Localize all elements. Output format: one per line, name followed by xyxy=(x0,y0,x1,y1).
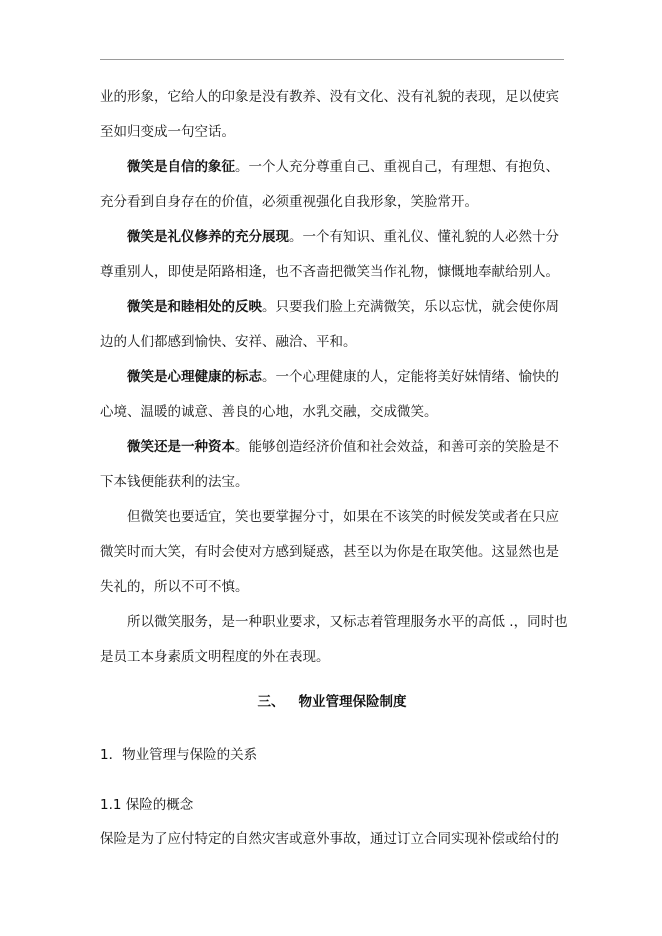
bold-lead: 微笑是和睦相处的反映 xyxy=(127,299,262,315)
paragraph-line: 但微笑也要适宜，笑也要掌握分寸，如果在不该笑的时候发笑或者在只应 xyxy=(127,509,559,525)
paragraph-line: 失礼的，所以不可不慎。 xyxy=(100,579,249,595)
paragraph-line: 至如归变成一句空话。 xyxy=(100,124,235,140)
paragraph-line: 保险是为了应付特定的自然灾害或意外事故，通过订立合同实现补偿或给付的 xyxy=(100,831,559,847)
paragraph-line: 微笑是心理健康的标志。一个心理健康的人，定能将美好妹情绪、愉快的 xyxy=(127,369,559,385)
paragraph-line: 微笑是和睦相处的反映。只要我们脸上充满微笑，乐以忘忧，就会使你周 xyxy=(127,299,559,315)
bold-lead: 微笑是自信的象征 xyxy=(127,159,235,175)
paragraph-line: 所以微笑服务，是一种职业要求，又标志着管理服务水平的高低 .，同时也 xyxy=(127,614,568,630)
paragraph-line: 下本钱便能获利的法宝。 xyxy=(100,474,249,490)
bold-lead: 微笑是心理健康的标志 xyxy=(127,369,262,385)
bold-lead: 微笑还是一种资本 xyxy=(127,439,235,455)
paragraph-line: 微笑是礼仪修养的充分展现。一个有知识、重礼仪、懂礼貌的人必然十分 xyxy=(127,229,559,245)
subheading: 1.1 保险的概念 xyxy=(100,797,194,813)
paragraph-line: 边的人们都感到愉快、安祥、融洽、平和。 xyxy=(100,334,357,350)
paragraph-line: 尊重别人，即使是陌路相逢，也不吝啬把微笑当作礼物，慷慨地奉献给别人。 xyxy=(100,264,559,280)
subheading: 1．物业管理与保险的关系 xyxy=(100,747,258,763)
bold-lead: 微笑是礼仪修养的充分展现 xyxy=(127,229,289,245)
section-number: 三、 xyxy=(257,694,285,710)
paragraph-line: 微笑时而大笑，有时会使对方感到疑惑，甚至以为你是在取笑他。这显然也是 xyxy=(100,544,559,560)
section-title: 物业管理保险制度 xyxy=(298,694,407,710)
paragraph-line: 心境、温暖的诚意、善良的心地，水乳交融，交成微笑。 xyxy=(100,404,438,420)
section-heading xyxy=(100,692,564,712)
paragraph-line: 微笑还是一种资本。能够创造经济价值和社会效益，和善可亲的笑脸是不 xyxy=(127,439,559,455)
header-rule xyxy=(100,59,564,60)
paragraph-line: 微笑是自信的象征。一个人充分尊重自己、重视自己，有理想、有抱负、 xyxy=(127,159,559,175)
paragraph-line: 充分看到自身存在的价值，必须重视强化自我形象，笑脸常开。 xyxy=(100,194,478,210)
paragraph-line: 业的形象，它给人的印象是没有教养、没有文化、没有礼貌的表现，足以使宾 xyxy=(100,89,559,105)
paragraph-line: 是员工本身素质文明程度的外在表现。 xyxy=(100,649,330,665)
